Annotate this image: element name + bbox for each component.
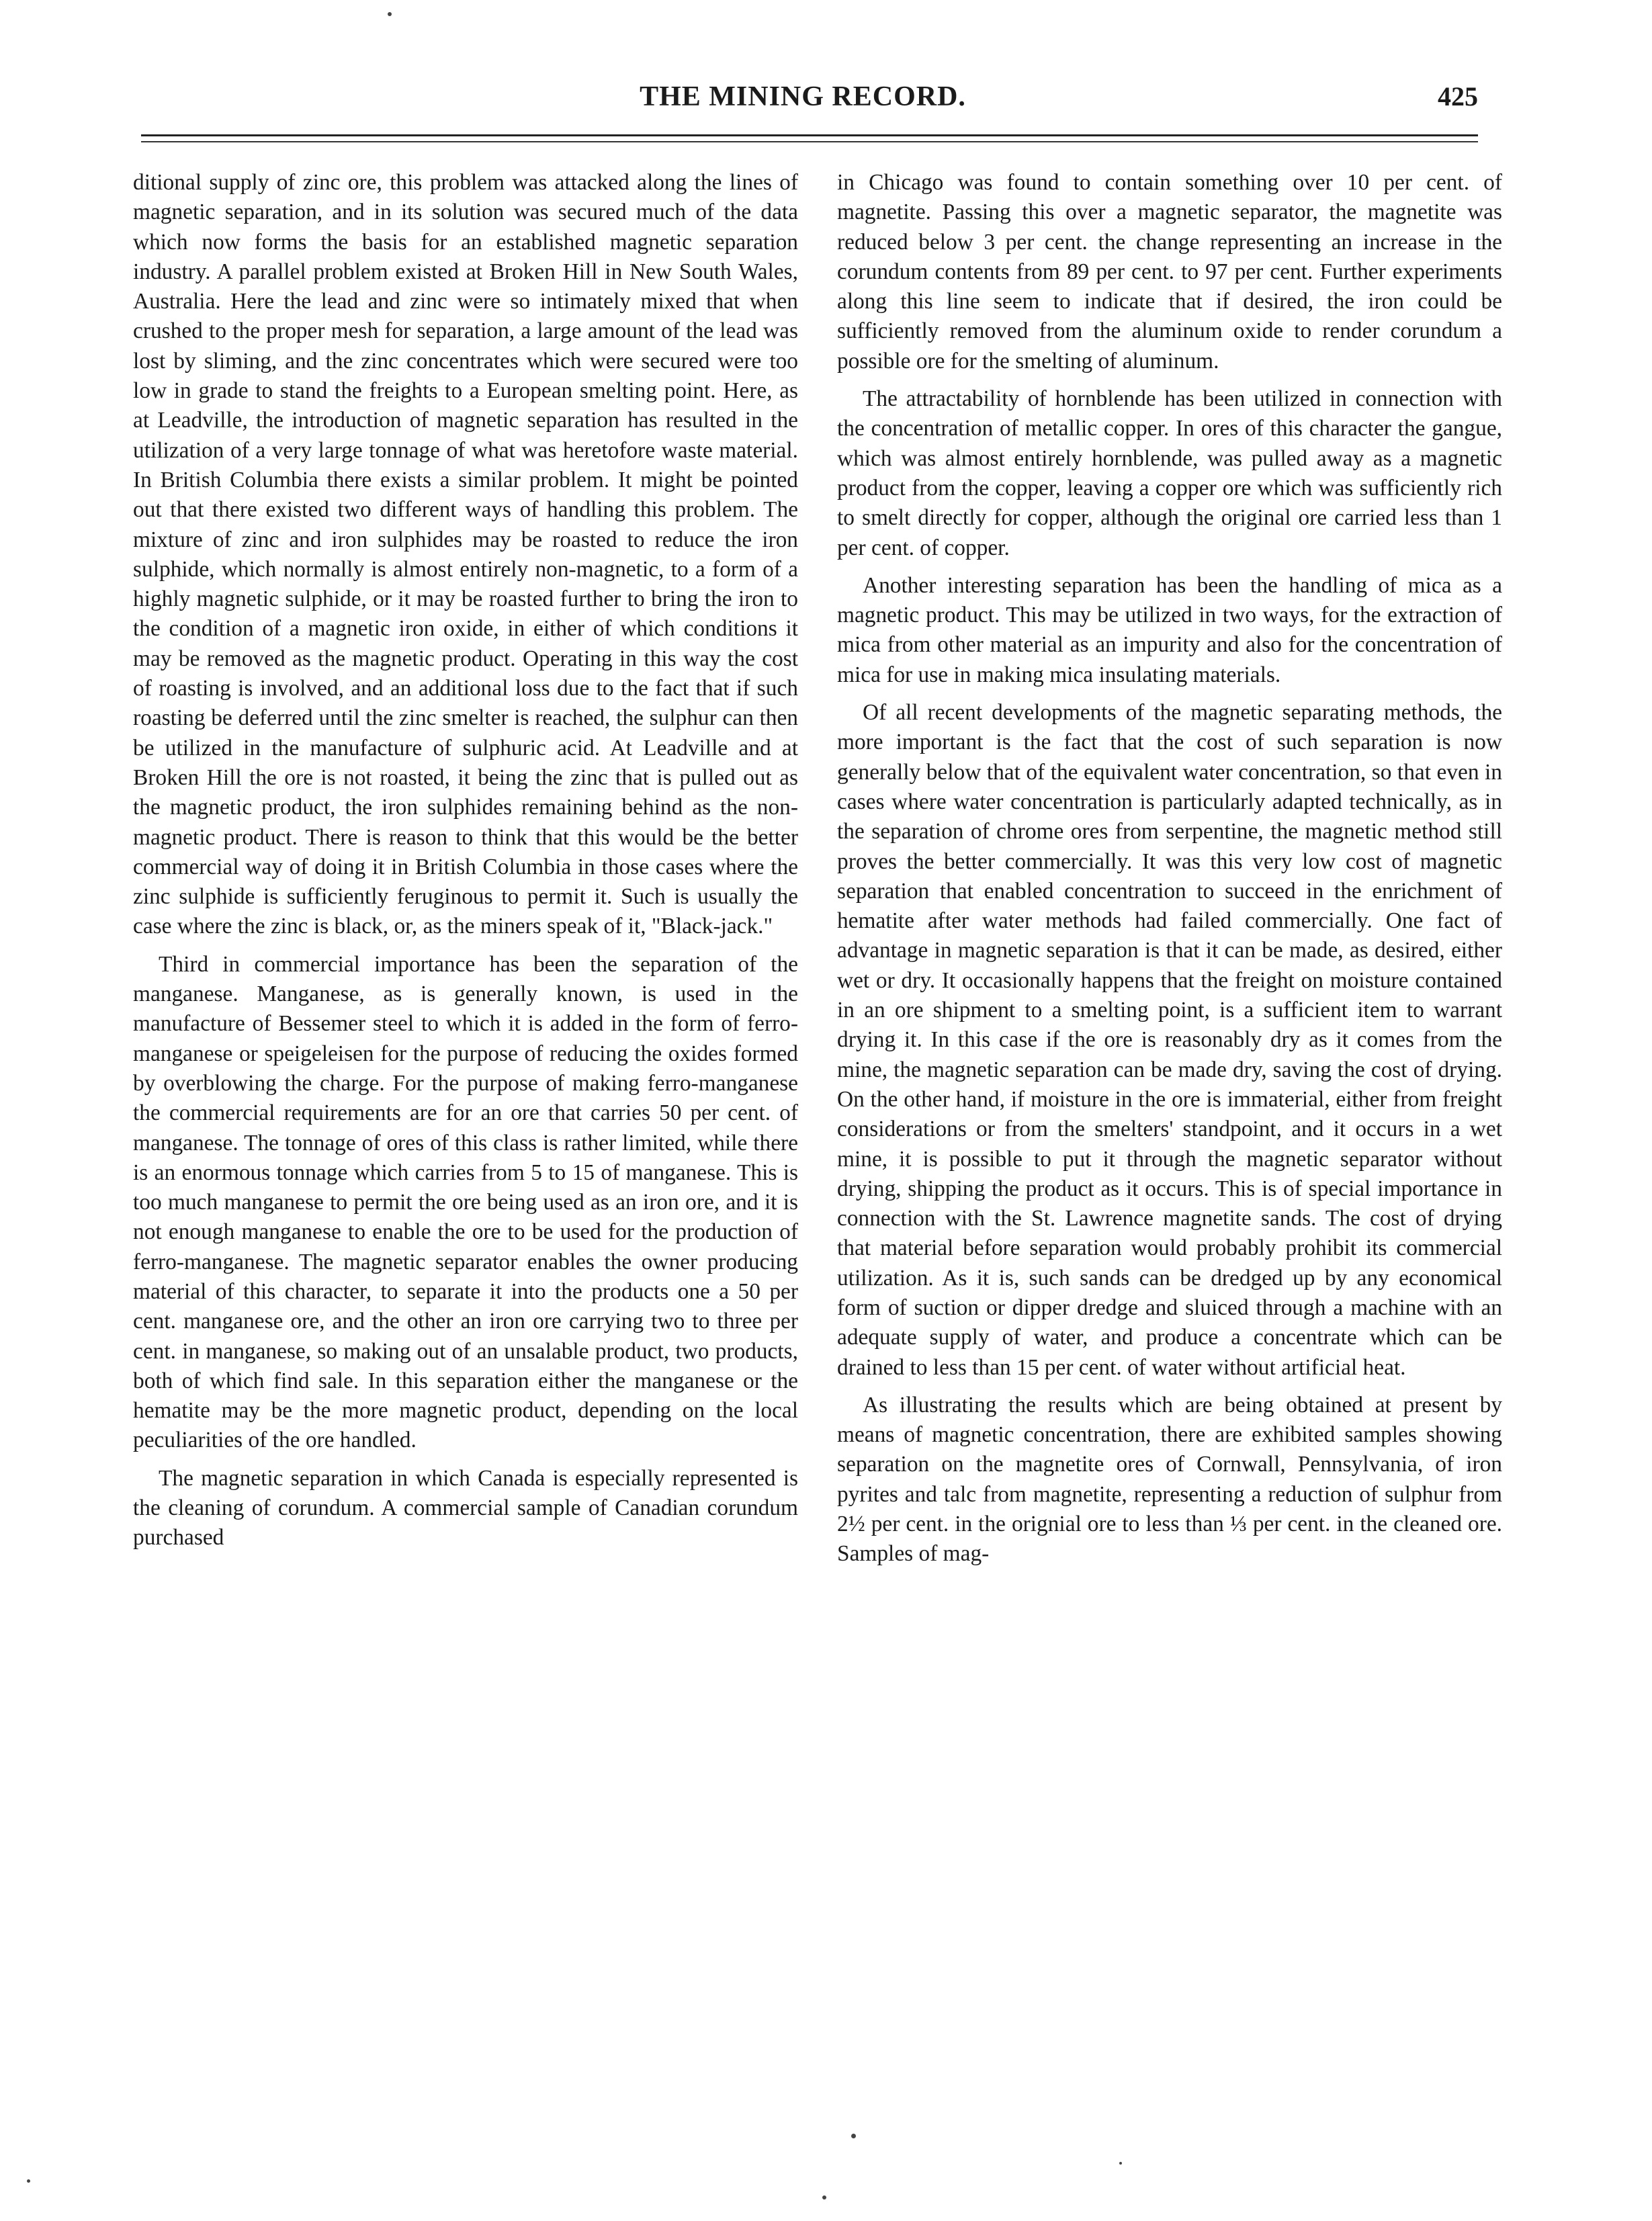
header-rule <box>141 134 1478 136</box>
paragraph: Another interesting separation has been the handling of mica as a magnetic product. This may be utilized in two ways, for the extraction of mica from other material as an impurity and also for the concentration of mica for use in making mica insulating materials. <box>837 572 1502 687</box>
paragraph: As illustrating the results which are being obtained at present by means of magnetic concentration, there are exhibited samples showing separation on the magnetite ores of Cornwall, Pennsylvania, of iron pyrites and talc from magnetite, representing a reduction of sulphur from 2½ per cent. in the orignial ore to less than ⅓ per cent. in the cleaned ore. Samples of mag- <box>837 1392 1502 1567</box>
paragraph: Of all recent developments of the magnetic separating methods, the more important is the fact that the cost of such separation is now generally below that of the equivalent water concentration, so that even in cases where water concentration is particularly adapted technically, as in the separation of chrome ores from serpentine, the magnetic method still proves the better commercially. It was this very low cost of magnetic separation that enabled concentration to succeed in the enrichment of hematite after water methods had failed commercially. One fact of advantage in magnetic separation is that it can be made, as desired, either wet or dry. It occasionally happens that the freight on moisture contained in an ore shipment to a smelting point, is a sufficient item to warrant drying it. In this case if the ore is reasonably dry as it comes from the mine, the magnetic separation can be made dry, saving the cost of drying. On the other hand, if moisture in the ore is immaterial, either from freight considerations or from the smelters' standpoint, and it occurs in a wet mine, it is possible to put it through the magnetic separator without drying, shipping the product as it occurs. This is of special importance in connection with the St. Lawrence magnetite sands. The cost of drying that material before separation would probably prohibit its commercial utilization. As it is, such sands can be dredged up by any economical form of suction or dipper dredge and sluiced through a machine with an adequate supply of water, and produce a concentrate which can be drained to less than 15 per cent. of water without artificial heat. <box>837 700 1502 1380</box>
paragraph: in Chicago was found to contain something over 10 per cent. of magnetite. Passing this over a magnetic separator, the magnetite was reduced below 3 per cent. the change representing an increase in the corundum contents from 89 per cent. to 97 per cent. Further experiments along this line seem to indicate that if desired, the iron could be sufficiently removed from the aluminum oxide to render corundum a possible ore for the smelting of aluminum. <box>837 170 1502 374</box>
scan-speck <box>388 12 392 16</box>
scan-speck <box>27 2179 30 2183</box>
paragraph: ditional supply of zinc ore, this problem was attacked along the lines of magnetic separation, and in its solution was secured much of the data which now forms the basis for an established magnetic separation industry. A parallel problem existed at Broken Hill in New South Wales, Australia. Here the lead and zinc were so intimately mixed that when crushed to the proper mesh for separation, a large amount of the lead was lost by sliming, and the zinc concentrates which were secured were too low in grade to stand the freights to a European smelting point. Here, as at Leadville, the introduction of magnetic separation has resulted in the utilization of a very large tonnage of what was heretofore waste material. In British Columbia there exists a similar problem. It might be pointed out that there existed two different ways of handling this problem. The mixture of zinc and iron sulphides may be roasted to reduce the iron sulphide, which normally is almost entirely non-magnetic, to a form of a highly magnetic sulphide, or it may be roasted further to bring the iron to the condition of a magnetic iron oxide, in either of which conditions it may be removed as the magnetic product. Operating in this way the cost of roasting is involved, and an additional loss due to the fact that if such roasting be deferred until the zinc smelter is reached, the sulphur can then be utilized in the manufacture of sulphuric acid. At Leadville and at Broken Hill the ore is not roasted, it being the zinc that is pulled out as the magnetic product, the iron sulphides remaining behind as the non-magnetic product. There is reason to think that this would be the better commercial way of doing it in British Columbia in those cases where the zinc sulphide is sufficiently feruginous to permit it. Such is usually the case where the zinc is black, or, as the miners speak of it, "Black-jack." <box>133 170 798 939</box>
header-rule-secondary <box>141 141 1478 142</box>
scan-speck <box>851 2134 856 2138</box>
right-column <box>837 168 1502 1569</box>
paragraph: Third in commercial importance has been the separation of the manganese. Manganese, as is generally known, is used in the manufacture of Bessemer steel to which it is added in the form of ferro-manganese or speigeleisen for the purpose of reducing the oxides formed by overblowing the charge. For the purpose of making ferro-manganese the commercial requirements are for an ore that carries 50 per cent. of manganese. The tonnage of ores of this class is rather limited, while there is an enormous tonnage which carries from 5 to 15 of manganese. This is too much manganese to permit the ore being used as an iron ore, and it is not enough manganese to enable the ore to be used for the production of ferro-manganese. The magnetic separator enables the owner producing material of this character, to separate it into the products one a 50 per cent. manganese ore, and the other an iron ore carrying two to three per cent. in manganese, so making out of an unsalable product, two products, both of which find sale. In this separation either the manganese or the hematite may be the more magnetic product, depending on the local peculiarities of the ore handled. <box>133 951 798 1453</box>
paragraph: The attractability of hornblende has been utilized in connection with the concentration of metallic copper. In ores of this character the gangue, which was almost entirely hornblende, was pulled away as a magnetic product from the copper, leaving a copper ore which was sufficiently rich to smelt directly for copper, although the original ore carried less than 1 per cent. of copper. <box>837 386 1502 560</box>
page-header <box>128 81 1478 134</box>
scan-speck <box>822 2195 826 2200</box>
page-number: 425 <box>1438 81 1478 112</box>
paragraph: The magnetic separation in which Canada is especially represented is the cleaning of corundum. A commercial sample of Canadian corundum purchased <box>133 1465 798 1551</box>
scan-speck <box>1119 2162 1122 2165</box>
left-column <box>133 168 798 1553</box>
running-title: THE MINING RECORD. <box>640 81 966 112</box>
